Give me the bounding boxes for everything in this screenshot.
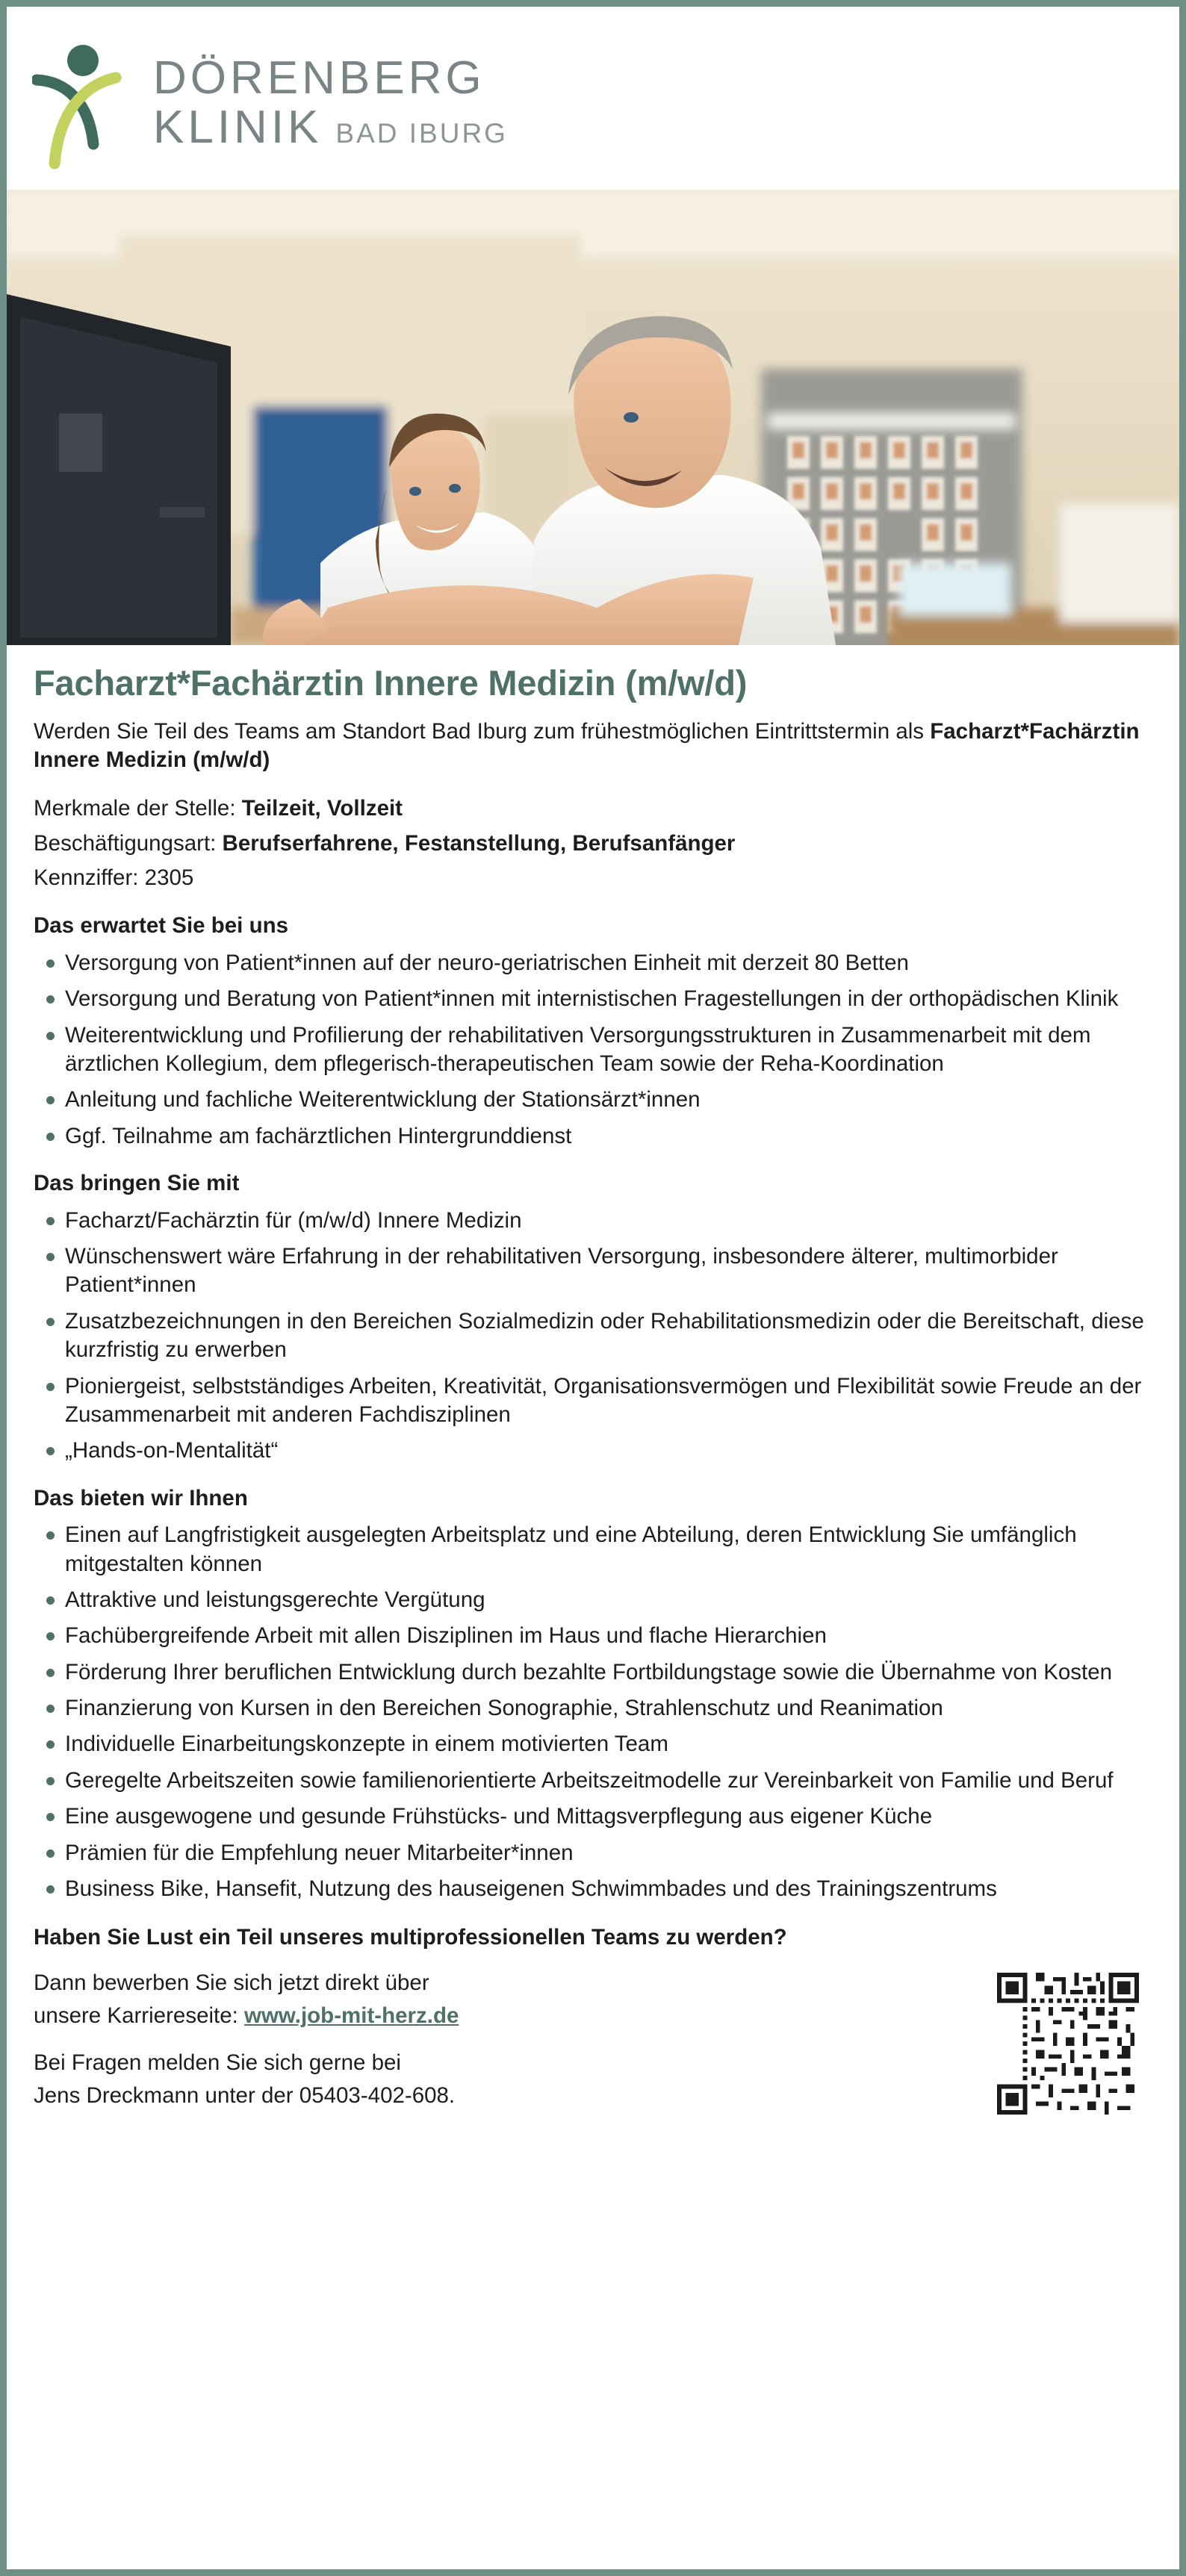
list-item: Finanzierung von Kursen in den Bereichen Sonographie, Strahlenschutz und Reanimation (37, 1694, 1149, 1723)
list-item: Wünschenswert wäre Erfahrung in der rehabilitativen Versorgung, insbesondere älterer, multimorbider Patient*innen (37, 1242, 1149, 1300)
job-beschaeftigungsart (34, 829, 1149, 859)
section-heading-bringen: Das bringen Sie mit (34, 1170, 240, 1195)
job-merkmale-label: Merkmale der Stelle: (34, 796, 242, 821)
section-list-bieten (34, 1521, 1149, 1903)
list-item: Business Bike, Hansefit, Nutzung des hauseigenen Schwimmbades und des Trainingszentrums (37, 1875, 1149, 1903)
job-content (7, 645, 1179, 2140)
list-item: Einen auf Langfristigkeit ausgelegten Arbeitsplatz und eine Abteilung, deren Entwicklung Sie umfänglich mitgestalten können (37, 1521, 1149, 1578)
list-item: Eine ausgewogene und gesunde Frühstücks- und Mittagsverpflegung aus eigener Küche (37, 1802, 1149, 1831)
list-item: Pioniergeist, selbstständiges Arbeiten, Kreativität, Organisationsvermögen und Flexibilität sowie Freude an der Zusammenarbeit mit anderen Fachdisziplinen (37, 1372, 1149, 1430)
job-merkmale (34, 794, 1149, 824)
section-list-bringen (34, 1207, 1149, 1466)
contact-line-1: Bei Fragen melden Sie sich gerne bei (34, 2050, 401, 2076)
job-beschaeftigungsart-value: Berufserfahrene, Festanstellung, Berufsanfänger (222, 830, 736, 856)
closing-question: Haben Sie Lust ein Teil unseres multiprofessionellen Teams zu werden? (34, 1925, 787, 1950)
apply-line-1: Dann bewerben Sie sich jetzt direkt über (34, 1970, 429, 1996)
list-item: Versorgung von Patient*innen auf der neuro-geriatrischen Einheit mit derzeit 80 Betten (37, 949, 1149, 977)
clinic-team-photo (7, 190, 1179, 645)
apply-block (34, 1968, 975, 2030)
apply-line-2 (34, 2001, 975, 2031)
job-intro (34, 718, 1149, 775)
list-item: Ggf. Teilnahme am fachärztlichen Hintergrunddienst (37, 1122, 1149, 1151)
list-item: Weiterentwicklung und Profilierung der rehabilitativen Versorgungsstrukturen in Zusammenarbeit mit dem ärztlichen Kollegium, dem pflegerisch-therapeutischen Team sowie der Reha-Koordination (37, 1021, 1149, 1079)
contact-block (34, 2048, 975, 2110)
job-beschaeftigungsart-label: Beschäftigungsart: (34, 830, 223, 856)
page-title: Facharzt*Fachärztin Innere Medizin (m/w/d) (34, 663, 748, 703)
apply-line-2-prefix: unsere Karriereseite: (34, 2003, 245, 2028)
list-item: Prämien für die Empfehlung neuer Mitarbeiter*innen (37, 1839, 1149, 1867)
qr-code-icon[interactable] (997, 1973, 1139, 2115)
section-heading-bieten: Das bieten wir Ihnen (34, 1485, 248, 1511)
list-item: Versorgung und Beratung von Patient*innen mit internistischen Fragestellungen in der orthopädischen Klinik (37, 985, 1149, 1013)
footer (34, 1968, 1149, 2115)
contact-line-2: Jens Dreckmann unter der 05403-402-608. (34, 2082, 456, 2108)
list-item: Attraktive und leistungsgerechte Vergütung (37, 1586, 1149, 1614)
running-person-icon (32, 32, 137, 170)
job-merkmale-value: Teilzeit, Vollzeit (241, 796, 403, 821)
brand-location: BAD IBURG (335, 117, 508, 149)
job-intro-role: Facharzt*Fachärztin Innere Medizin (m/w/d) (34, 718, 1140, 773)
list-item: Zusatzbezeichnungen in den Bereichen Sozialmedizin oder Rehabilitationsmedizin oder die Bereitschaft, diese kurzfristig zu erwerben (37, 1307, 1149, 1365)
brand-name-line2: KLINIK (153, 101, 323, 153)
list-item: „Hands-on-Mentalität“ (37, 1437, 1149, 1465)
list-item: Förderung Ihrer beruflichen Entwicklung durch bezahlte Fortbildungstage sowie die Übernahme von Kosten (37, 1658, 1149, 1687)
brand-wordmark (153, 52, 508, 153)
brand-name-line1: DÖRENBERG (153, 52, 485, 105)
job-intro-prefix: Werden Sie Teil des Teams am Standort Bad Iburg zum frühestmöglichen Eintrittstermin als (34, 718, 931, 744)
list-item: Facharzt/Fachärztin für (m/w/d) Innere Medizin (37, 1207, 1149, 1235)
career-site-link[interactable]: www.job-mit-herz.de (244, 2003, 459, 2028)
job-kennziffer: Kennziffer: 2305 (34, 865, 194, 891)
list-item: Fachübergreifende Arbeit mit allen Disziplinen im Haus und flache Hierarchien (37, 1622, 1149, 1650)
list-item: Geregelte Arbeitszeiten sowie familienorientierte Arbeitszeitmodelle zur Vereinbarkeit von Familie und Beruf (37, 1767, 1149, 1795)
section-list-erwartet (34, 949, 1149, 1151)
list-item: Anleitung und fachliche Weiterentwicklung der Stationsärzt*innen (37, 1086, 1149, 1114)
list-item: Individuelle Einarbeitungskonzepte in einem motivierten Team (37, 1730, 1149, 1758)
brand-header (7, 7, 1179, 190)
section-heading-erwartet: Das erwartet Sie bei uns (34, 912, 289, 938)
